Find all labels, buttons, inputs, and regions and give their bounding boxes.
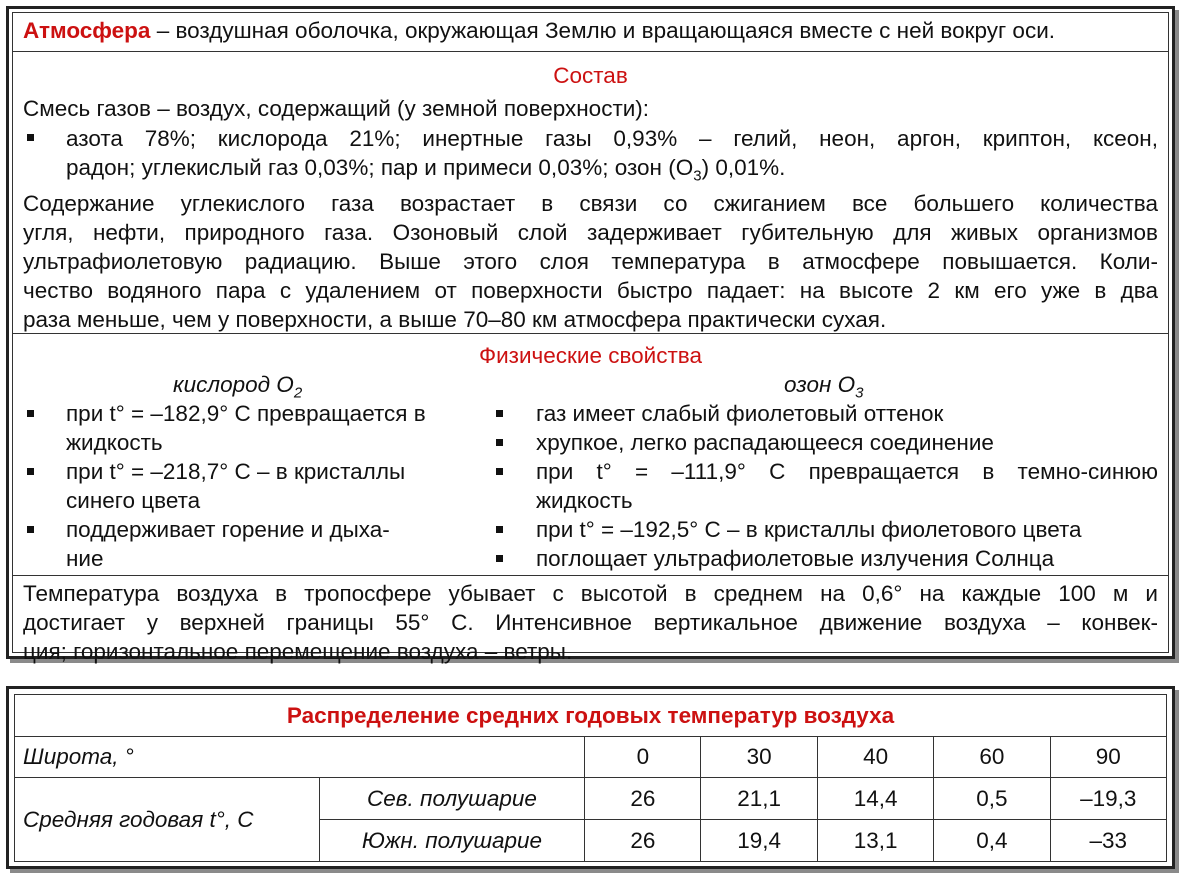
physical-section xyxy=(13,334,1168,576)
temperature-note-line: ция; горизонтальное перемещение воздуха – ветры. xyxy=(23,639,573,664)
latitude-label: Широта, ° xyxy=(15,737,585,778)
definition-text: – воздушная оболочка, окружающая Землю и вращающаяся вместе с ней вокруг оси. xyxy=(150,18,1056,43)
table-title-row xyxy=(15,695,1167,737)
table-cell: 0,4 xyxy=(934,820,1050,862)
ozone-line: при t° = –192,5° С – в кристаллы фиолетового цвета xyxy=(536,517,1082,542)
oxygen-line: синего цвета xyxy=(66,488,201,513)
temperature-note-line: Температура воздуха в тропосфере убывает с высотой в среднем на 0,6° на каждые 100 м и xyxy=(23,581,1158,606)
physical-heading: Физические свойства xyxy=(478,343,703,368)
table-cell: 0 xyxy=(585,737,701,778)
composition-para-line: раза меньше, чем у поверхности, а выше 70–80 км атмосфера практически сухая. xyxy=(23,307,887,332)
definition-section xyxy=(13,13,1168,52)
table-cell: 40 xyxy=(817,737,933,778)
table-cell: –33 xyxy=(1050,820,1167,862)
bullet-icon xyxy=(27,410,34,417)
composition-para-line: ультрафиолетовую радиацию. Выше этого слоя температура в атмосфере повышается. Коли- xyxy=(23,249,1158,274)
oxygen-line: при t° = –182,9° С превращается в xyxy=(66,401,426,426)
table-cell: 14,4 xyxy=(817,778,933,820)
ozone-title-text: озон O xyxy=(784,372,856,397)
composition-section xyxy=(13,52,1168,334)
bullet-line2-a: радон; углекислый газ 0,03%; пар и примеси 0,03%; озон (O xyxy=(66,155,694,180)
composition-intro: Смесь газов – воздух, содержащий (у земной поверхности): xyxy=(23,96,650,121)
oxygen-line: ние xyxy=(66,546,104,571)
north-label: Сев. полушарие xyxy=(319,778,585,820)
table-cell: 21,1 xyxy=(701,778,817,820)
composition-bullet-line2 xyxy=(66,153,785,191)
table-cell: 30 xyxy=(701,737,817,778)
bullet-icon xyxy=(496,439,503,446)
definition-term: Атмосфера xyxy=(23,18,151,43)
bullet-icon xyxy=(496,410,503,417)
bullet-icon xyxy=(496,555,503,562)
temperature-note-line: достигает у верхней границы 55° С. Интенсивное вертикальное движение воздуха – конвек- xyxy=(23,610,1158,635)
bullet-icon xyxy=(27,526,34,533)
table-cell: 13,1 xyxy=(817,820,933,862)
oxygen-line: при t° = –218,7° С – в кристаллы xyxy=(66,459,406,484)
table-cell: 26 xyxy=(585,820,701,862)
composition-para-line: чество водяного пара с удалением от поверхности быстро падает: на высоте 2 км его уже в два xyxy=(23,278,1158,303)
table-row xyxy=(15,778,1167,820)
table-cell: 0,5 xyxy=(934,778,1050,820)
atmosphere-info-box xyxy=(6,6,1175,664)
oxygen-title-sub: 2 xyxy=(293,384,303,402)
bullet-line2-sub: 3 xyxy=(693,167,702,185)
composition-bullet-line1: азота 78%; кислорода 21%; инертные газы 0,93% – гелий, неон, аргон, криптон, ксеон, xyxy=(66,126,1158,151)
ozone-line: газ имеет слабый фиолетовый оттенок xyxy=(536,401,944,426)
ozone-title-sub: 3 xyxy=(855,384,864,402)
ozone-line: при t° = –111,9° С превращается в темно-синюю xyxy=(536,459,1158,484)
table-cell: –19,3 xyxy=(1050,778,1167,820)
bullet-icon xyxy=(27,468,34,475)
table-cell: 19,4 xyxy=(701,820,817,862)
oxygen-title-text: кислород O xyxy=(173,372,294,397)
ozone-line: поглощает ультрафиолетовые излучения Солнца xyxy=(536,546,1055,571)
table-cell: 90 xyxy=(1050,737,1167,778)
row-label: Средняя годовая t°, С xyxy=(15,778,320,862)
temperature-table xyxy=(14,694,1167,862)
definition-line xyxy=(23,16,1055,45)
composition-heading: Состав xyxy=(553,63,628,88)
oxygen-line: жидкость xyxy=(66,430,163,455)
bullet-line2-b: ) 0,01%. xyxy=(701,155,786,180)
bullet-icon xyxy=(496,468,503,475)
table-cell: 60 xyxy=(934,737,1050,778)
table-title: Распределение средних годовых температур воздуха xyxy=(15,695,1167,737)
bullet-icon xyxy=(496,526,503,533)
composition-para-line: Содержание углекислого газа возрастает в связи со сжиганием все большего количества xyxy=(23,191,1158,216)
table-row xyxy=(15,737,1167,778)
atmosphere-info-inner xyxy=(12,12,1169,664)
temperature-note-section xyxy=(13,576,1168,664)
ozone-line: жидкость xyxy=(536,488,633,513)
bullet-icon xyxy=(27,134,34,141)
composition-para-line: угля, нефти, природного газа. Озоновый слой задерживает губительную для живых организмов xyxy=(23,220,1158,245)
table-cell: 26 xyxy=(585,778,701,820)
oxygen-line: поддерживает горение и дыха- xyxy=(66,517,390,542)
south-label: Южн. полушарие xyxy=(319,820,585,862)
temperature-table-box xyxy=(6,686,1175,869)
ozone-line: хрупкое, легко распадающееся соединение xyxy=(536,430,994,455)
